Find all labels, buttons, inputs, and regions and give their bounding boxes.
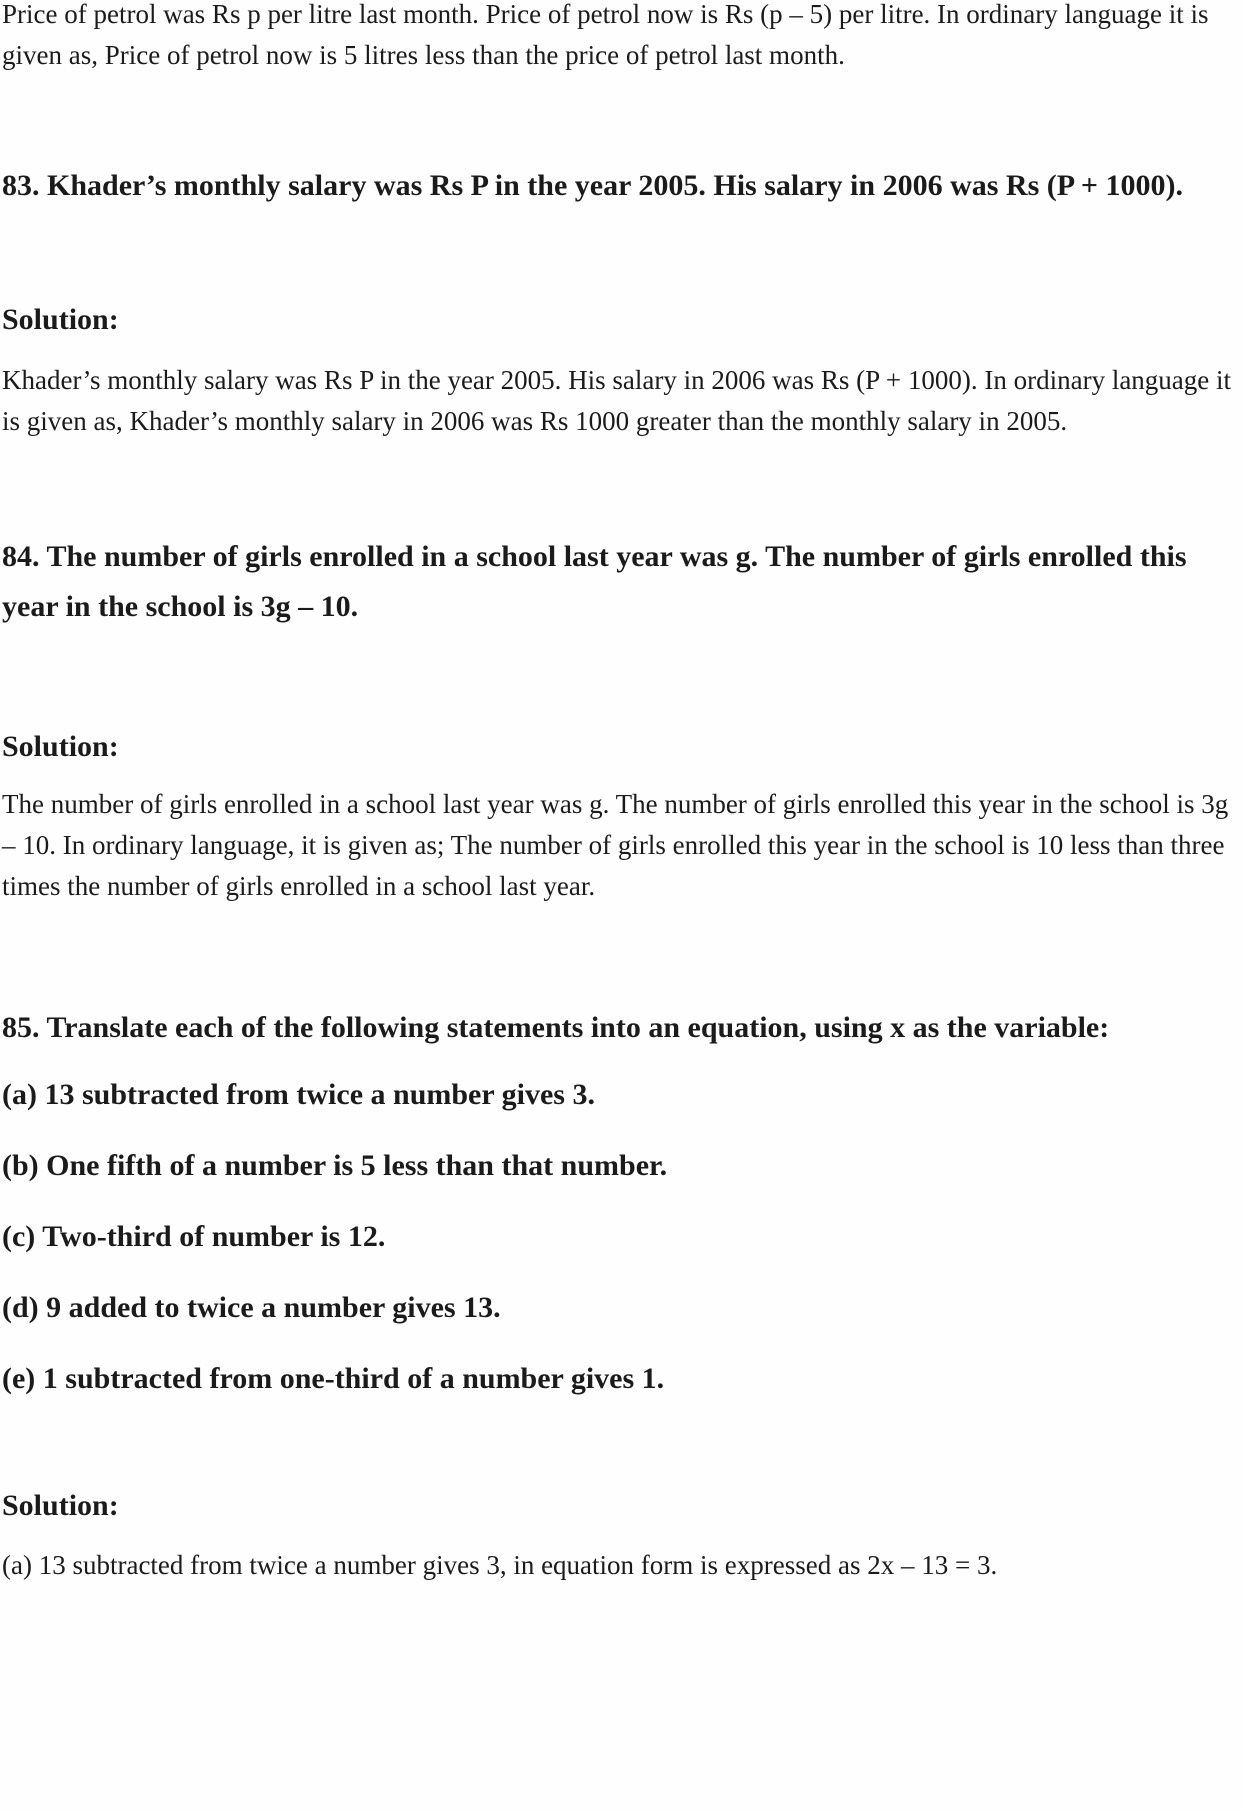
solution-83-text: Khader’s monthly salary was Rs P in the year 2005. His salary in 2006 was Rs (P + 1000). In ordinary language it is given as, Khader’s monthly salary in 2006 was Rs 1000 greater than the monthly salary in 2005.: [2, 365, 1232, 436]
solution-85-label: Solution:: [2, 1489, 119, 1522]
question-85-part-d: (d) 9 added to twice a number gives 13.: [2, 1291, 501, 1324]
question-85-part-c: (c) Two-third of number is 12.: [2, 1220, 386, 1253]
solution-85-part-a: (a) 13 subtracted from twice a number gives 3, in equation form is expressed as 2x – 13 = 3.: [2, 1550, 998, 1580]
question-83-heading: 83. Khader’s monthly salary was Rs P in the year 2005. His salary in 2006 was Rs (P + 1000).: [2, 169, 1184, 202]
question-85-part-e: (e) 1 subtracted from one-third of a number gives 1.: [2, 1362, 665, 1395]
question-84-heading: 84. The number of girls enrolled in a school last year was g. The number of girls enrolled this year in the school is 3g – 10.: [2, 540, 1187, 623]
intro-paragraph: Price of petrol was Rs p per litre last month. Price of petrol now is Rs (p – 5) per litre. In ordinary language it is given as, Price of petrol now is 5 litres less than the price of petrol last month.: [2, 0, 1209, 70]
question-85-part-b: (b) One fifth of a number is 5 less than that number.: [2, 1149, 668, 1182]
solution-83-label: Solution:: [2, 303, 119, 336]
question-85-part-a: (a) 13 subtracted from twice a number gives 3.: [2, 1078, 595, 1111]
solution-84-text: The number of girls enrolled in a school last year was g. The number of girls enrolled this year in the school is 3g – 10. In ordinary language, it is given as; The number of girls enrolled this year in the school is 10 less than three times the number of girls enrolled in a school last year.: [2, 789, 1229, 901]
question-85-heading: 85. Translate each of the following statements into an equation, using x as the variable:: [2, 1011, 1110, 1044]
solution-84-label: Solution:: [2, 730, 119, 763]
